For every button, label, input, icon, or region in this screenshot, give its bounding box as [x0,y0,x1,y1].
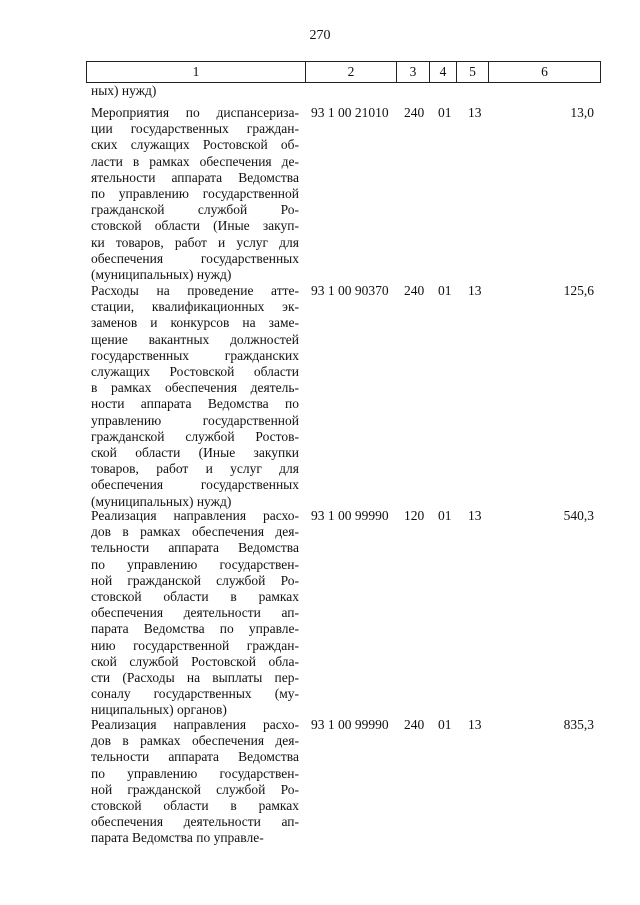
description-line: по управлению государствен- [91,556,299,572]
description-line: стовской области в рамках [91,589,299,605]
target-article-code: 93 1 00 99990 [311,717,389,732]
description-line: тельности аппарата Ведомства [91,749,299,765]
description-line: дов в рамках обеспечения дея- [91,733,299,749]
description-line: щение вакантных должностей [91,331,299,347]
description-line: Мероприятия по диспансериза- [91,105,299,120]
description-line: обеспечения государственных [91,250,299,266]
description-line: обеспечения деятельности ап- [91,605,299,621]
description-line: стовской области в рамках [91,798,299,814]
description-line: стовской области (Иные закуп- [91,218,299,234]
amount-value: 125,6 [563,283,594,298]
description-line: (муниципальных) нужд) [91,493,232,509]
column-header-5: 5 [457,62,489,83]
subsection-code: 13 [468,105,482,120]
description-line: гражданской службой Ро- [91,202,299,218]
subsection-code: 13 [468,717,482,732]
target-article-code: 93 1 00 99990 [311,508,389,523]
description-line: нию государственной граждан- [91,637,299,653]
description-line: товаров, работ и услуг для [91,461,299,477]
description-line: гражданской службой Ростов- [91,428,299,444]
description-line: (муниципальных) нужд) [91,267,232,283]
section-code: 01 [438,508,452,523]
subsection-code: 13 [468,508,482,523]
expense-type-code: 240 [404,105,425,120]
description-line: ной гражданской службой Ро- [91,572,299,588]
page-number: 270 [309,28,331,43]
description-line: ских служащих Ростовской об- [91,137,299,153]
description-line: ниципальных) органов) [91,702,227,718]
section-code: 01 [438,283,452,298]
description-line: ной гражданской службой Ро- [91,781,299,797]
description-line: соналу государственных (му- [91,686,299,702]
amount-value: 540,3 [563,508,594,523]
target-article-code: 93 1 00 90370 [311,283,389,298]
subsection-code: 13 [468,283,482,298]
description-line: дов в рамках обеспечения дея- [91,524,299,540]
description-line: тельности аппарата Ведомства [91,540,299,556]
column-header-row [87,62,601,83]
description-line: парата Ведомства по управле- [91,830,264,846]
section-code: 01 [438,717,452,732]
column-header-1: 1 [87,62,306,83]
description-line: заменов и конкурсов на заме- [91,315,299,331]
description-line: обеспечения государственных [91,477,299,493]
description-line: сти (Расходы на выплаты пер- [91,670,299,686]
amount-value: 835,3 [563,717,594,732]
description-line: ской службой Ростовской обла- [91,653,299,669]
expense-type-code: 240 [404,717,425,732]
target-article-code: 93 1 00 21010 [311,105,389,120]
row-description [91,508,299,719]
row-description [91,283,299,510]
description-line: Расходы на проведение атте- [91,283,299,298]
column-header-6: 6 [489,62,601,83]
description-line: по управлению государствен- [91,765,299,781]
description-line: парата Ведомства по управле- [91,621,299,637]
description-line: служащих Ростовской области [91,364,299,380]
description-line: государственных гражданских [91,347,299,363]
description-line: управлению государственной [91,412,299,428]
description-line: ласти в рамках обеспечения де- [91,153,299,169]
column-header-3: 3 [397,62,430,83]
description-line: по управлению государственной [91,186,299,202]
description-line: ской области (Иные закупки [91,445,299,461]
description-line: Реализация направления расхо- [91,717,299,732]
row-description [91,105,299,283]
section-code: 01 [438,105,452,120]
row-description [91,717,299,847]
column-header-2: 2 [306,62,397,83]
description-line: Реализация направления расхо- [91,508,299,523]
description-line: стации, квалификационных эк- [91,299,299,315]
expense-type-code: 240 [404,283,425,298]
description-line: в рамках обеспечения деятель- [91,380,299,396]
expense-type-code: 120 [404,508,425,523]
description-line: ции государственных граждан- [91,121,299,137]
carryover-text: ных) нужд) [91,83,157,98]
description-line: ятельности аппарата Ведомства [91,169,299,185]
description-line: обеспечения деятельности ап- [91,814,299,830]
column-header-table [86,61,601,83]
description-line: ки товаров, работ и услуг для [91,234,299,250]
description-line: ности аппарата Ведомства по [91,396,299,412]
amount-value: 13,0 [570,105,594,120]
column-header-4: 4 [430,62,457,83]
